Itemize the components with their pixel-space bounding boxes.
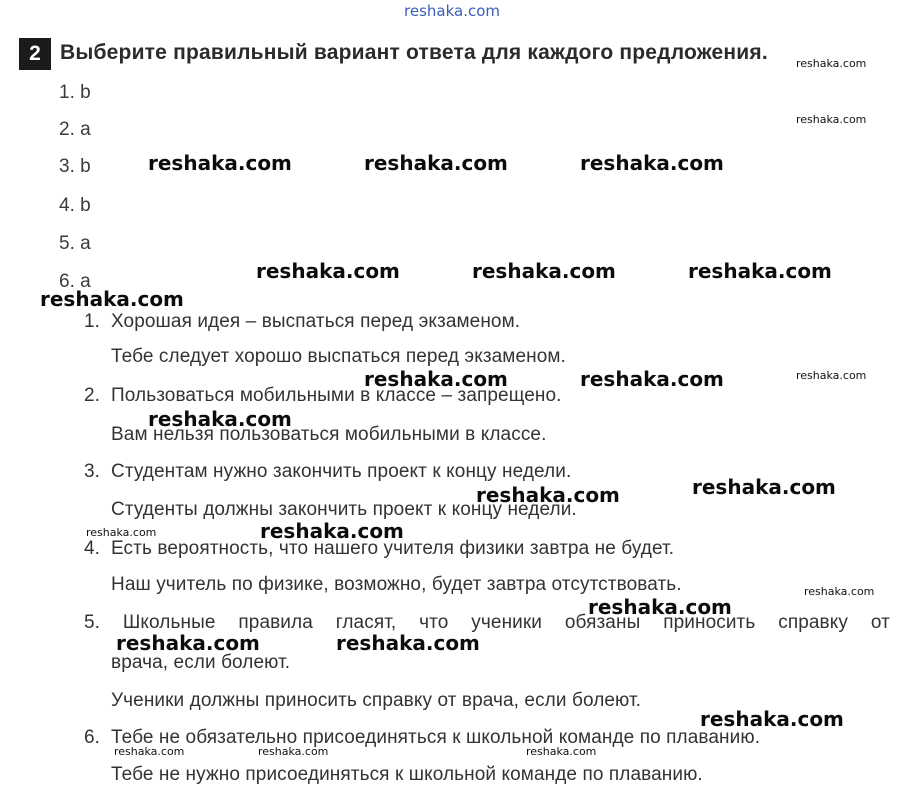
watermark-small: reshaka.com — [796, 57, 867, 70]
sentence-original-cont: врача, если болеют. — [111, 652, 291, 673]
watermark-small: reshaka.com — [114, 745, 185, 758]
sentence-word: Школьные — [122, 612, 216, 633]
sentence-original: Хорошая идея – выспаться перед экзаменом. — [111, 311, 521, 332]
sentence-number: 5. — [84, 612, 101, 633]
sentence-original: Пользоваться мобильными в классе – запрещено. — [111, 385, 562, 406]
sentence-word: ученики — [471, 612, 542, 633]
watermark: reshaka.com — [688, 259, 832, 283]
watermark: reshaka.com — [588, 595, 732, 619]
exercise-title: Выберите правильный вариант ответа для каждого предложения. — [60, 41, 768, 64]
answer-item: 5. a — [59, 233, 91, 254]
sentence-number: 6. — [84, 727, 101, 748]
watermark: reshaka.com — [260, 519, 404, 543]
answer-item: 4. b — [59, 195, 91, 216]
answer-item: 1. b — [59, 82, 91, 103]
exercise-number-badge: 2 — [19, 38, 51, 70]
watermark: reshaka.com — [116, 631, 260, 655]
watermark: reshaka.com — [364, 367, 508, 391]
sentence-number: 1. — [84, 311, 101, 332]
watermark-small: reshaka.com — [796, 113, 867, 126]
watermark: reshaka.com — [700, 707, 844, 731]
watermark: reshaka.com — [472, 259, 616, 283]
sentence-rewrite: Тебе не нужно присоединяться к школьной команде по плаванию. — [111, 764, 703, 785]
watermark: reshaka.com — [40, 287, 184, 311]
watermark: reshaka.com — [336, 631, 480, 655]
answer-item: 3. b — [59, 156, 91, 177]
sentence-original: Есть вероятность, что нашего учителя физики завтра не будет. — [111, 538, 675, 559]
sentence-rewrite: Вам нельзя пользоваться мобильными в классе. — [111, 424, 547, 445]
watermark: reshaka.com — [364, 151, 508, 175]
watermark: reshaka.com — [476, 483, 620, 507]
sentence-word: правила — [238, 612, 313, 633]
top-watermark[interactable]: reshaka.com — [404, 2, 500, 20]
sentence-word: от — [870, 612, 890, 633]
sentence-number: 4. — [84, 538, 101, 559]
sentence-word: приносить — [663, 612, 756, 633]
sentence-number: 2. — [84, 385, 101, 406]
answer-item: 6. a — [59, 271, 91, 292]
watermark-small: reshaka.com — [86, 526, 157, 539]
sentence-word: гласят, — [335, 612, 397, 633]
watermark: reshaka.com — [580, 367, 724, 391]
watermark: reshaka.com — [692, 475, 836, 499]
watermark-small: reshaka.com — [258, 745, 329, 758]
sentence-word: обязаны — [564, 612, 641, 633]
sentence-number: 3. — [84, 461, 101, 482]
watermark: reshaka.com — [580, 151, 724, 175]
watermark-small: reshaka.com — [526, 745, 597, 758]
watermark: reshaka.com — [148, 407, 292, 431]
answer-item: 2. a — [59, 119, 91, 140]
sentence-rewrite: Тебе следует хорошо выспаться перед экзаменом. — [111, 346, 566, 367]
watermark: reshaka.com — [148, 151, 292, 175]
sentence-rewrite: Ученики должны приносить справку от врача, если болеют. — [111, 690, 642, 711]
sentence-original: Тебе не обязательно присоединяться к школьной команде по плаванию. — [111, 727, 761, 748]
sentence-original: Студентам нужно закончить проект к концу недели. — [111, 461, 572, 482]
sentence-word: что — [419, 612, 449, 633]
watermark: reshaka.com — [256, 259, 400, 283]
sentence-word: справку — [778, 612, 848, 633]
watermark-small: reshaka.com — [804, 585, 875, 598]
sentence-rewrite: Студенты должны закончить проект к концу недели. — [111, 499, 577, 520]
watermark-small: reshaka.com — [796, 369, 867, 382]
sentence-rewrite: Наш учитель по физике, возможно, будет завтра отсутствовать. — [111, 574, 682, 595]
